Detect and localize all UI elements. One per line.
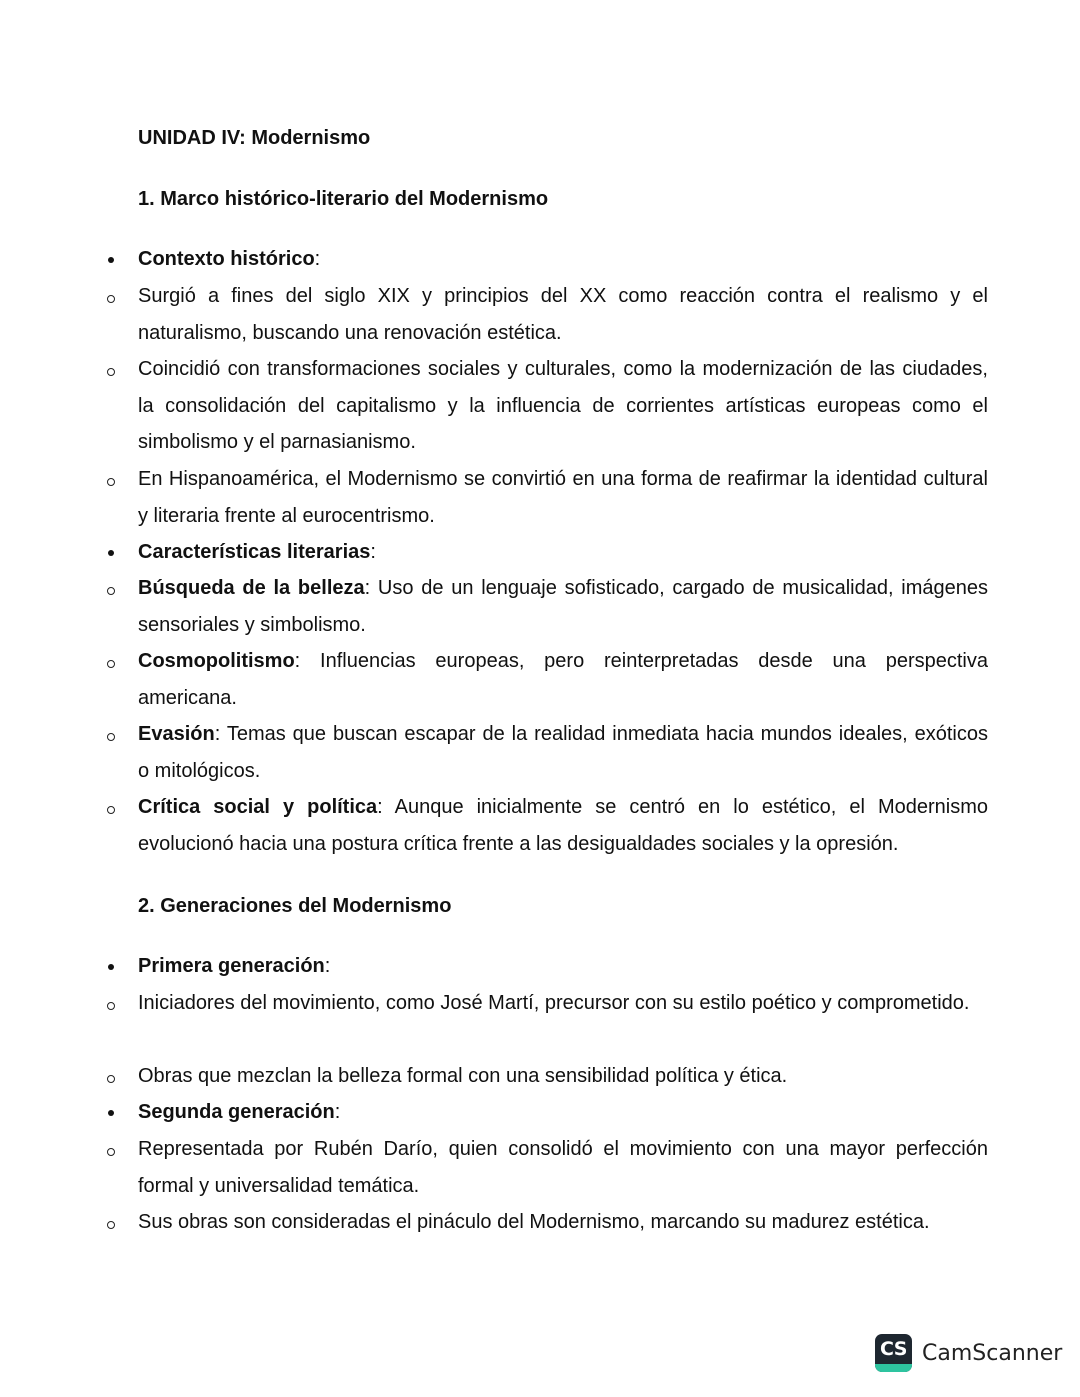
bullet-primera-generacion: Primera generación: — [138, 948, 988, 985]
bullet-disc-icon — [104, 948, 118, 970]
sub-item: Evasión: Temas que buscan escapar de la realidad inmediata hacia mundos ideales, exóticos o mitológicos. — [138, 716, 988, 789]
section-1-title: 1. Marco histórico-literario del Modernismo — [138, 188, 549, 210]
bullet-circle-icon — [104, 1204, 118, 1229]
bullet-circle-icon — [104, 789, 118, 814]
bullet-circle-icon — [104, 461, 118, 486]
sub-item: Sus obras son consideradas el pináculo del Modernismo, marcando su madurez estética. — [138, 1204, 988, 1241]
bullet-disc-icon — [104, 1094, 118, 1116]
camscanner-logo-icon: CS — [875, 1334, 912, 1372]
bullet-circle-icon — [104, 278, 118, 303]
bullet-circle-icon — [104, 985, 118, 1010]
bullet-circle-icon — [104, 1058, 118, 1083]
sub-item: Coincidió con transformaciones sociales y culturales, como la modernización de las ciudades, la consolidación del capitalismo y la influencia de corrientes artísticas europeas como el simbolismo y el parnasianismo. — [138, 351, 988, 461]
camscanner-brand-name: CamScanner — [922, 1340, 1063, 1366]
unit-title: UNIDAD IV: Modernismo — [138, 127, 371, 149]
bullet-contexto-historico: Contexto histórico: — [138, 241, 988, 278]
sub-item: Surgió a fines del siglo XIX y principios del XX como reacción contra el realismo y el naturalismo, buscando una renovación estética. — [138, 278, 988, 351]
sub-item: Iniciadores del movimiento, como José Martí, precursor con su estilo poético y comprometido. — [138, 985, 988, 1022]
sub-item: En Hispanoamérica, el Modernismo se convirtió en una forma de reafirmar la identidad cultural y literaria frente al eurocentrismo. — [138, 461, 988, 534]
bullet-disc-icon — [104, 241, 118, 263]
bullet-circle-icon — [104, 643, 118, 668]
sub-item: Representada por Rubén Darío, quien consolidó el movimiento con una mayor perfección formal y universalidad temática. — [138, 1131, 988, 1204]
bullet-circle-icon — [104, 570, 118, 595]
bullet-disc-icon — [104, 534, 118, 556]
sub-item: Búsqueda de la belleza: Uso de un lenguaje sofisticado, cargado de musicalidad, imágenes sensoriales y simbolismo. — [138, 570, 988, 643]
logo-accent-bar — [875, 1364, 912, 1372]
bullet-caracteristicas-literarias: Características literarias: — [138, 534, 988, 571]
camscanner-watermark — [875, 1334, 1062, 1372]
sub-item: Crítica social y política: Aunque inicialmente se centró en lo estético, el Modernismo evolucionó hacia una postura crítica frente a las desigualdades sociales y la opresión. — [138, 789, 988, 862]
sub-item: Obras que mezclan la belleza formal con una sensibilidad política y ética. — [138, 1058, 988, 1095]
section-2-title: 2. Generaciones del Modernismo — [138, 895, 452, 917]
bullet-segunda-generacion: Segunda generación: — [138, 1094, 988, 1131]
sub-item: Cosmopolitismo: Influencias europeas, pero reinterpretadas desde una perspectiva americana. — [138, 643, 988, 716]
bullet-circle-icon — [104, 351, 118, 376]
bullet-circle-icon — [104, 716, 118, 741]
bullet-circle-icon — [104, 1131, 118, 1156]
